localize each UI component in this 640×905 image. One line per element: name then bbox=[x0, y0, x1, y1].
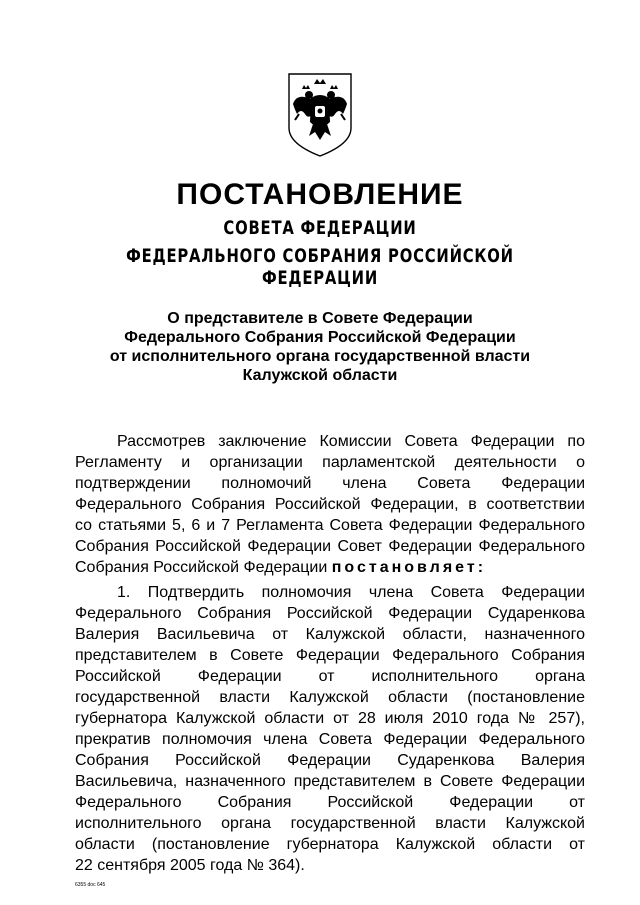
text-line: Федерального Собрания Российской Федерации от bbox=[75, 794, 585, 811]
text-line: области (постановление губернатора Калужской области от bbox=[75, 836, 585, 853]
issuer-line-2: ФЕДЕРАЛЬНОГО СОБРАНИЯ РОССИЙСКОЙ ФЕДЕРАЦИИ bbox=[126, 245, 514, 289]
text-line: прекратив полномочия члена Совета Федерации Федерального bbox=[75, 731, 585, 748]
heading-line: Калужской области bbox=[242, 367, 398, 384]
text-line: 1. Подтвердить полномочия члена Совета Федерации bbox=[117, 584, 585, 601]
text-fragment: Собрания Российской Федерации bbox=[75, 559, 332, 576]
issuer-line-1: СОВЕТА ФЕДЕРАЦИИ bbox=[223, 217, 417, 239]
heading-line: Федерального Собрания Российской Федерации bbox=[124, 329, 516, 346]
text-line: Регламенту и организации парламентской деятельности о bbox=[75, 454, 585, 471]
heading-line: О представителе в Совете Федерации bbox=[167, 310, 473, 327]
russian-coat-of-arms-icon bbox=[283, 70, 357, 160]
document-code: 6355 doc 645 bbox=[75, 882, 106, 888]
text-line: Собрания Российской Федерации Совет Федерации Федерального bbox=[75, 538, 585, 555]
text-line: Валерия Васильевича от Калужской области, назначенного bbox=[75, 626, 585, 643]
text-line: Васильевича, назначенного представителем в Совете Федерации bbox=[75, 773, 585, 790]
text-line: со статьями 5, 6 и 7 Регламента Совета Федерации Федерального bbox=[75, 517, 585, 534]
text-line: Рассмотрев заключение Комиссии Совета Федерации по bbox=[117, 433, 585, 450]
document-title: ПОСТАНОВЛЕНИЕ bbox=[176, 178, 464, 211]
heading-line: от исполнительного органа государственной власти bbox=[109, 348, 531, 365]
text-line: губернатора Калужской области от 28 июля 2010 года № 257), bbox=[75, 710, 585, 727]
text-line: Российской Федерации от исполнительного органа bbox=[75, 668, 585, 685]
text-line: представителем в Совете Федерации Федерального Собрания bbox=[75, 647, 585, 664]
text-line: Федерального Собрания Российской Федерации Сударенкова bbox=[75, 605, 585, 622]
text-line: Федерального Собрания Российской Федерации, в соответствии bbox=[75, 496, 585, 513]
text-line: Собрания Российской Федерации Сударенкова Валерия bbox=[75, 752, 585, 769]
resolves-colon: : bbox=[477, 559, 487, 576]
preamble-paragraph bbox=[75, 431, 585, 578]
text-line: исполнительного органа государственной власти Калужской bbox=[75, 815, 585, 832]
item-1-paragraph bbox=[75, 582, 585, 876]
text-line: подтверждении полномочий члена Совета Федерации bbox=[75, 475, 585, 492]
resolution-heading bbox=[60, 309, 580, 385]
text-line: государственной власти Калужской области (постановление bbox=[75, 689, 585, 706]
coat-of-arms-graphic bbox=[283, 70, 357, 160]
text-line: 22 сентября 2005 года № 364). bbox=[75, 857, 305, 874]
resolves-word: постановляет bbox=[331, 559, 478, 576]
text-line bbox=[75, 557, 585, 578]
